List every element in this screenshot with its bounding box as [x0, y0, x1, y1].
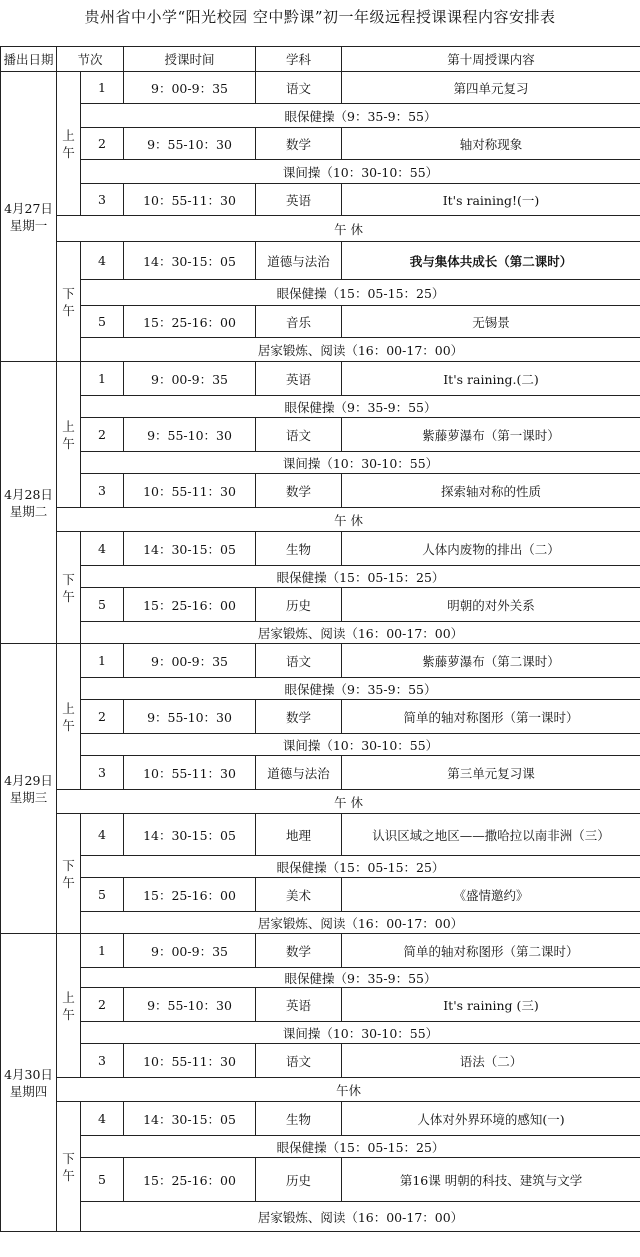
lesson-content: 第四单元复习	[342, 72, 640, 104]
break-activity: 课间操（10：30-10：55）	[81, 1022, 640, 1044]
period-number: 1	[81, 72, 124, 104]
subject: 历史	[256, 588, 342, 622]
lesson-content: It's raining (三)	[342, 988, 640, 1022]
period-number: 3	[81, 184, 124, 216]
lesson-content: 人体对外界环境的感知(一)	[342, 1102, 640, 1136]
period-number: 2	[81, 128, 124, 160]
period-number: 1	[81, 362, 124, 396]
break-activity: 居家锻炼、阅读（16：00-17：00）	[81, 338, 640, 362]
break-row	[1, 396, 640, 418]
break-row	[1, 338, 640, 362]
class-time: 10：55-11：30	[124, 756, 256, 790]
period-number: 3	[81, 1044, 124, 1078]
header-period: 节次	[57, 47, 124, 72]
header-row	[1, 47, 640, 72]
subject: 语文	[256, 1044, 342, 1078]
lesson-content: 人体内废物的排出（二）	[342, 532, 640, 566]
subject: 语文	[256, 644, 342, 678]
break-row	[1, 734, 640, 756]
noon-break-row	[1, 790, 640, 814]
lesson-row	[1, 306, 640, 338]
class-time: 14：30-15：05	[124, 1102, 256, 1136]
class-time: 14：30-15：05	[124, 814, 256, 856]
period-number: 4	[81, 1102, 124, 1136]
lesson-content: 简单的轴对称图形（第一课时）	[342, 700, 640, 734]
class-time: 9：55-10：30	[124, 418, 256, 452]
class-time: 14：30-15：05	[124, 242, 256, 280]
weekday-label: 星期二	[9, 503, 48, 519]
lesson-row	[1, 588, 640, 622]
lesson-row	[1, 362, 640, 396]
class-time: 9：00-9：35	[124, 362, 256, 396]
lesson-row	[1, 988, 640, 1022]
noon-break-row	[1, 508, 640, 532]
period-number: 5	[81, 306, 124, 338]
lesson-row	[1, 128, 640, 160]
break-activity: 眼保健操（15：05-15：25）	[81, 856, 640, 878]
class-time: 9：55-10：30	[124, 700, 256, 734]
lesson-row	[1, 878, 640, 912]
lesson-content: It's raining!(一)	[342, 184, 640, 216]
break-row	[1, 1202, 640, 1232]
lesson-content: 《盛情邀约》	[342, 878, 640, 912]
class-time: 15：25-16：00	[124, 588, 256, 622]
subject: 地理	[256, 814, 342, 856]
period-number: 4	[81, 242, 124, 280]
break-activity: 眼保健操（15：05-15：25）	[81, 566, 640, 588]
subject: 英语	[256, 362, 342, 396]
subject: 音乐	[256, 306, 342, 338]
lesson-content: It's raining.(二)	[342, 362, 640, 396]
subject: 道德与法治	[256, 242, 342, 280]
morning-label: 上午	[57, 644, 81, 790]
morning-label: 上午	[57, 362, 81, 508]
break-row	[1, 280, 640, 306]
afternoon-label: 下午	[57, 242, 81, 362]
noon-break: 午 休	[57, 790, 640, 814]
afternoon-label: 下午	[57, 814, 81, 934]
class-time: 9：00-9：35	[124, 72, 256, 104]
break-activity: 居家锻炼、阅读（16：00-17：00）	[81, 1202, 640, 1232]
subject: 数学	[256, 128, 342, 160]
header-time: 授课时间	[124, 47, 256, 72]
lesson-content: 第16课 明朝的科技、建筑与文学	[342, 1158, 640, 1202]
header-subject: 学科	[256, 47, 342, 72]
break-activity: 眼保健操（9：35-9：55）	[81, 104, 640, 128]
break-row	[1, 566, 640, 588]
afternoon-label: 下午	[57, 1102, 81, 1232]
subject: 美术	[256, 878, 342, 912]
period-number: 2	[81, 988, 124, 1022]
lesson-content: 语法（二）	[342, 1044, 640, 1078]
break-activity: 眼保健操（15：05-15：25）	[81, 280, 640, 306]
weekday-label: 星期三	[9, 789, 48, 805]
lesson-content: 轴对称现象	[342, 128, 640, 160]
lesson-row	[1, 242, 640, 280]
period-number: 2	[81, 700, 124, 734]
broadcast-date	[1, 362, 57, 644]
lesson-content: 认识区域之地区——撒哈拉以南非洲（三）	[342, 814, 640, 856]
noon-break-row	[1, 1078, 640, 1102]
period-number: 5	[81, 588, 124, 622]
broadcast-date	[1, 644, 57, 934]
lesson-row	[1, 644, 640, 678]
header-date: 播出日期	[1, 47, 57, 72]
noon-break: 午 休	[57, 508, 640, 532]
break-row	[1, 1022, 640, 1044]
morning-label: 上午	[57, 934, 81, 1078]
date-label: 4月27日	[4, 200, 53, 216]
noon-break: 午休	[57, 1078, 640, 1102]
break-row	[1, 856, 640, 878]
class-time: 10：55-11：30	[124, 474, 256, 508]
period-number: 5	[81, 1158, 124, 1202]
lesson-row	[1, 418, 640, 452]
lesson-row	[1, 700, 640, 734]
lesson-content: 明朝的对外关系	[342, 588, 640, 622]
noon-break: 午 休	[57, 216, 640, 242]
subject: 生物	[256, 1102, 342, 1136]
class-time: 14：30-15：05	[124, 532, 256, 566]
period-number: 4	[81, 532, 124, 566]
break-activity: 眼保健操（9：35-9：55）	[81, 396, 640, 418]
break-row	[1, 1136, 640, 1158]
class-time: 9：00-9：35	[124, 934, 256, 968]
subject: 英语	[256, 988, 342, 1022]
period-number: 3	[81, 474, 124, 508]
lesson-content: 第三单元复习课	[342, 756, 640, 790]
break-activity: 眼保健操（9：35-9：55）	[81, 968, 640, 988]
class-time: 15：25-16：00	[124, 306, 256, 338]
class-time: 9：00-9：35	[124, 644, 256, 678]
break-row	[1, 160, 640, 184]
subject: 生物	[256, 532, 342, 566]
lesson-row	[1, 72, 640, 104]
break-row	[1, 452, 640, 474]
subject: 历史	[256, 1158, 342, 1202]
lesson-row	[1, 756, 640, 790]
break-row	[1, 104, 640, 128]
class-time: 9：55-10：30	[124, 988, 256, 1022]
lesson-content: 我与集体共成长（第二课时）	[342, 242, 640, 280]
class-time: 15：25-16：00	[124, 1158, 256, 1202]
lesson-content: 紫藤萝瀑布（第一课时）	[342, 418, 640, 452]
noon-break-row	[1, 216, 640, 242]
lesson-content: 探索轴对称的性质	[342, 474, 640, 508]
break-activity: 课间操（10：30-10：55）	[81, 734, 640, 756]
lesson-row	[1, 1102, 640, 1136]
lesson-row	[1, 814, 640, 856]
period-number: 3	[81, 756, 124, 790]
period-number: 1	[81, 644, 124, 678]
schedule-table	[0, 46, 640, 1232]
period-number: 4	[81, 814, 124, 856]
subject: 道德与法治	[256, 756, 342, 790]
lesson-content: 紫藤萝瀑布（第二课时）	[342, 644, 640, 678]
subject: 英语	[256, 184, 342, 216]
afternoon-label: 下午	[57, 532, 81, 644]
break-row	[1, 912, 640, 934]
date-label: 4月28日	[4, 486, 53, 502]
page-title: 贵州省中小学“阳光校园 空中黔课”初一年级远程授课课程内容安排表	[84, 8, 556, 26]
broadcast-date	[1, 72, 57, 362]
break-row	[1, 968, 640, 988]
lesson-content: 简单的轴对称图形（第二课时）	[342, 934, 640, 968]
subject: 数学	[256, 474, 342, 508]
broadcast-date	[1, 934, 57, 1232]
class-time: 15：25-16：00	[124, 878, 256, 912]
class-time: 10：55-11：30	[124, 184, 256, 216]
lesson-row	[1, 532, 640, 566]
break-row	[1, 622, 640, 644]
subject: 语文	[256, 72, 342, 104]
date-label: 4月30日	[4, 1066, 53, 1082]
lesson-row	[1, 1044, 640, 1078]
period-number: 5	[81, 878, 124, 912]
lesson-content: 无锡景	[342, 306, 640, 338]
weekday-label: 星期一	[9, 217, 48, 233]
break-activity: 课间操（10：30-10：55）	[81, 452, 640, 474]
break-activity: 居家锻炼、阅读（16：00-17：00）	[81, 912, 640, 934]
break-activity: 课间操（10：30-10：55）	[81, 160, 640, 184]
break-activity: 居家锻炼、阅读（16：00-17：00）	[81, 622, 640, 644]
period-number: 1	[81, 934, 124, 968]
subject: 语文	[256, 418, 342, 452]
lesson-row	[1, 1158, 640, 1202]
subject: 数学	[256, 700, 342, 734]
break-activity: 眼保健操（9：35-9：55）	[81, 678, 640, 700]
class-time: 10：55-11：30	[124, 1044, 256, 1078]
subject: 数学	[256, 934, 342, 968]
weekday-label: 星期四	[9, 1083, 48, 1099]
lesson-row	[1, 184, 640, 216]
date-label: 4月29日	[4, 772, 53, 788]
break-activity: 眼保健操（15：05-15：25）	[81, 1136, 640, 1158]
lesson-row	[1, 934, 640, 968]
period-number: 2	[81, 418, 124, 452]
schedule-body	[1, 47, 640, 1232]
class-time: 9：55-10：30	[124, 128, 256, 160]
header-content: 第十周授课内容	[342, 47, 640, 72]
lesson-row	[1, 474, 640, 508]
morning-label: 上午	[57, 72, 81, 216]
break-row	[1, 678, 640, 700]
